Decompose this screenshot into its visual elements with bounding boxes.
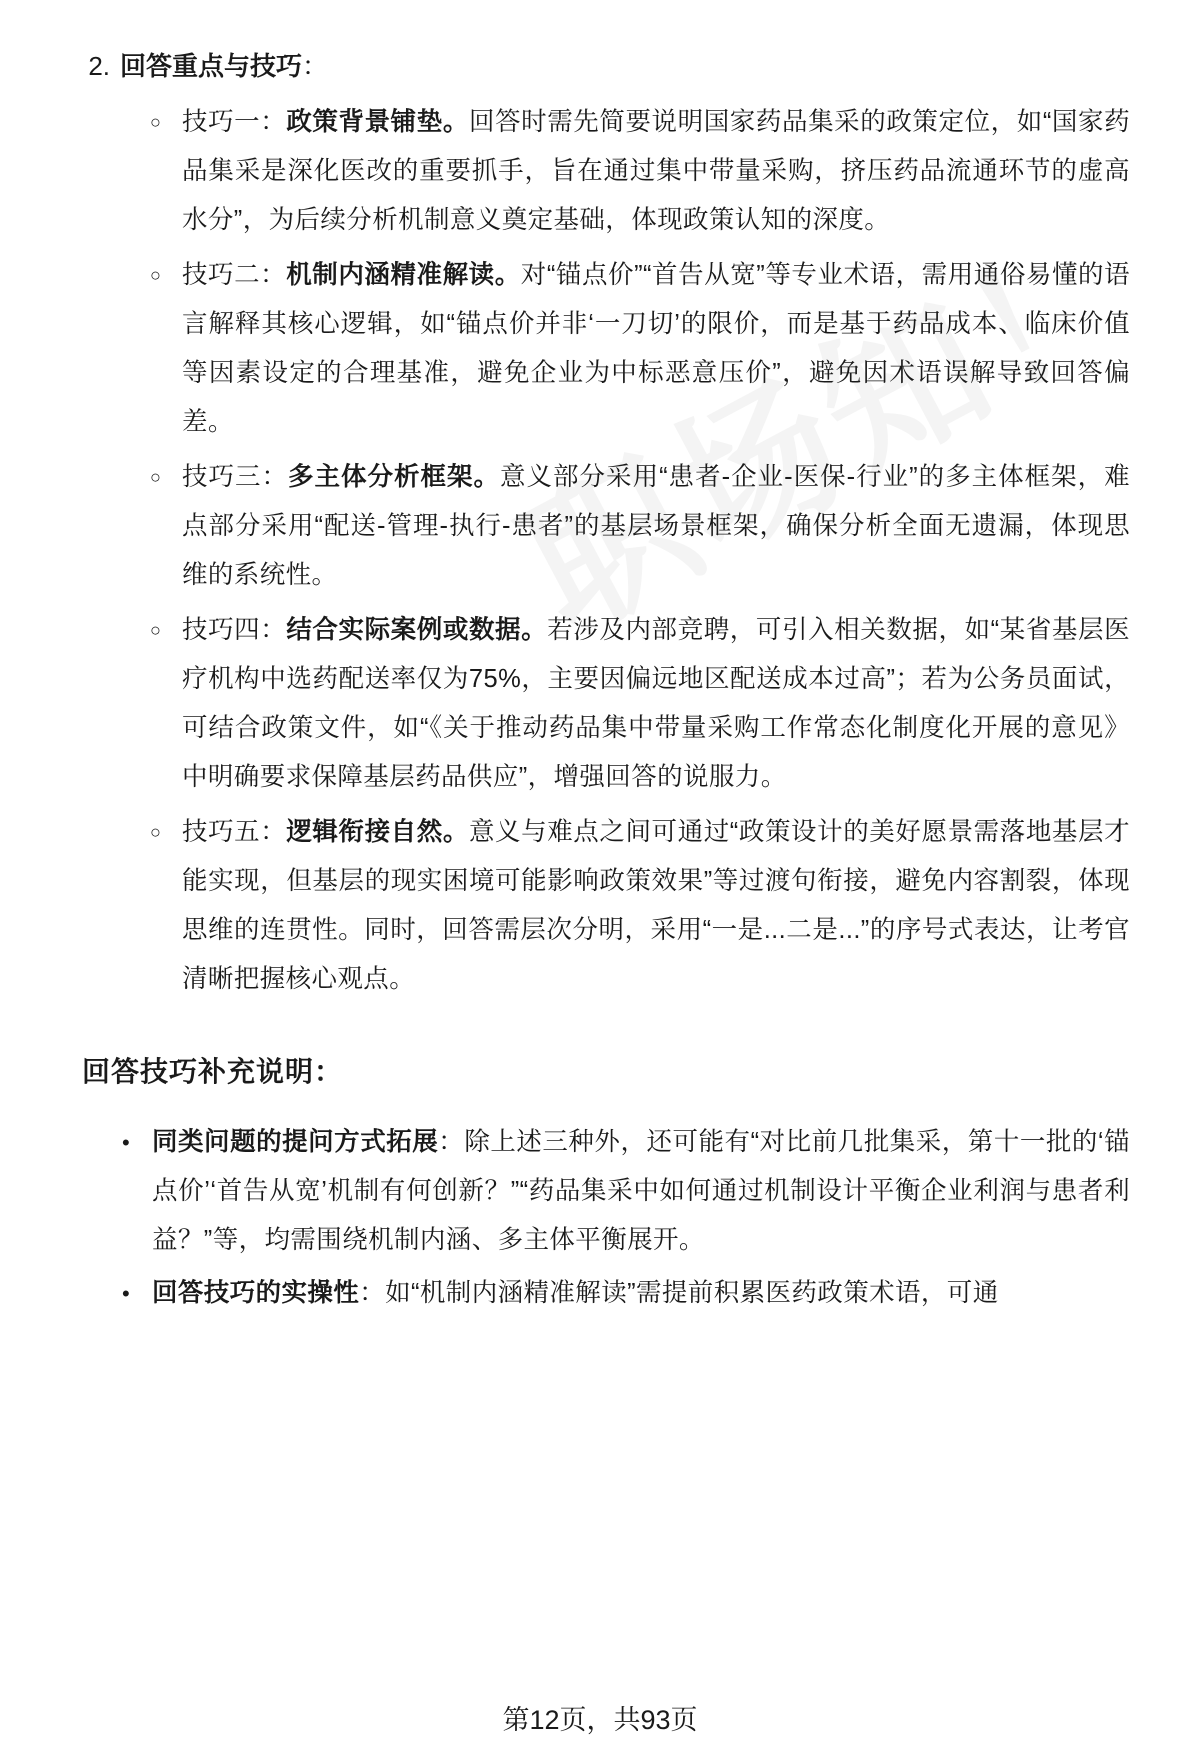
list-item [148, 808, 1130, 1004]
circle-bullet-icon: ○ [150, 467, 161, 487]
technique-body [182, 251, 1130, 447]
list-item [148, 606, 1130, 802]
list-item [116, 1118, 1130, 1265]
technique-body [182, 606, 1130, 802]
supplement-text: 除上述三种外，还可能有“对比前几批集采，第十一批的‘锚点价’‘首告从宽’机制有何创新？”“药品集采中如何通过机制设计平衡企业利润与患者利益？”等，均需围绕机制内涵、多主体平衡展开。 [152, 1128, 1130, 1254]
supplement-text: 如“机制内涵精准解读”需提前积累医药政策术语，可通 [385, 1279, 999, 1307]
technique-body [182, 453, 1130, 600]
technique-bold: 结合实际案例或数据。 [286, 616, 548, 644]
dot-bullet-icon: • [122, 1130, 130, 1155]
numbered-item-text [120, 44, 328, 88]
technique-text: 意义部分采用“患者-企业-医保-行业”的多主体框架，难点部分采用“配送-管理-执行-患者”的基层场景框架，确保分析全面无遗漏，体现思维的系统性。 [182, 463, 1130, 589]
supplement-bold: 回答技巧的实操性 [152, 1279, 360, 1307]
technique-body [182, 98, 1130, 245]
technique-text: 对“锚点价”“首告从宽”等专业术语，需用通俗易懂的语言解释其核心逻辑，如“锚点价并非‘一刀切’的限价，而是基于药品成本、临床价值等因素设定的合理基准，避免企业为中标恶意压价”，避免因术语误解导致回答偏差。 [182, 261, 1130, 436]
technique-bold: 多主体分析框架。 [288, 463, 501, 491]
numbered-item-marker: 2. [88, 51, 110, 81]
numbered-item-suffix: ： [302, 51, 329, 81]
numbered-item [82, 44, 1130, 88]
technique-label: 技巧二： [182, 261, 287, 289]
section-heading: 回答技巧补充说明： [82, 1056, 344, 1087]
technique-bold: 逻辑衔接自然。 [286, 818, 469, 846]
dot-bullet-icon: • [122, 1281, 130, 1306]
supplement-body [152, 1269, 1130, 1318]
supplement-separator: ： [359, 1279, 386, 1307]
technique-label: 技巧四： [182, 616, 287, 644]
technique-body [182, 808, 1130, 1004]
technique-bold: 政策背景铺垫。 [286, 108, 469, 136]
circle-bullet-icon: ○ [150, 620, 161, 640]
technique-text: 意义与难点之间可通过“政策设计的美好愿景需落地基层才能实现，但基层的现实困境可能影响政策效果”等过渡句衔接，避免内容割裂，体现思维的连贯性。同时，回答需层次分明，采用“一是...二是...”的序号式表达，让考官清晰把握核心观点。 [182, 818, 1130, 993]
document-content [70, 44, 1130, 1318]
technique-label: 技巧三： [182, 463, 289, 491]
technique-label: 技巧五： [182, 818, 287, 846]
circle-bullet-icon: ○ [150, 265, 161, 285]
list-item [148, 453, 1130, 600]
circle-bullet-icon: ○ [150, 112, 161, 132]
circle-bullet-icon: ○ [150, 822, 161, 842]
page-footer: 第12页，共93页 [502, 1705, 698, 1735]
list-item [116, 1269, 1130, 1318]
supplement-separator: ： [438, 1128, 465, 1156]
list-item [148, 251, 1130, 447]
technique-text: 回答时需先简要说明国家药品集采的政策定位，如“国家药品集采是深化医改的重要抓手，旨在通过集中带量采购，挤压药品流通环节的虚高水分”，为后续分析机制意义奠定基础，体现政策认知的深度。 [182, 108, 1130, 234]
supplement-list [116, 1118, 1130, 1318]
list-item [148, 98, 1130, 245]
technique-list [148, 98, 1130, 1004]
supplement-bold: 同类问题的提问方式拓展 [152, 1128, 439, 1156]
numbered-item-title: 回答重点与技巧 [120, 51, 303, 81]
technique-bold: 机制内涵精准解读。 [286, 261, 521, 289]
technique-text: 若涉及内部竞聘，可引入相关数据，如“某省基层医疗机构中选药配送率仅为75%，主要因偏远地区配送成本过高”；若为公务员面试，可结合政策文件，如“《关于推动药品集中带量采购工作常态化制度化开展的意见》中明确要求保障基层药品供应”，增强回答的说服力。 [182, 616, 1130, 791]
technique-label: 技巧一： [182, 108, 287, 136]
supplement-body [152, 1118, 1130, 1265]
